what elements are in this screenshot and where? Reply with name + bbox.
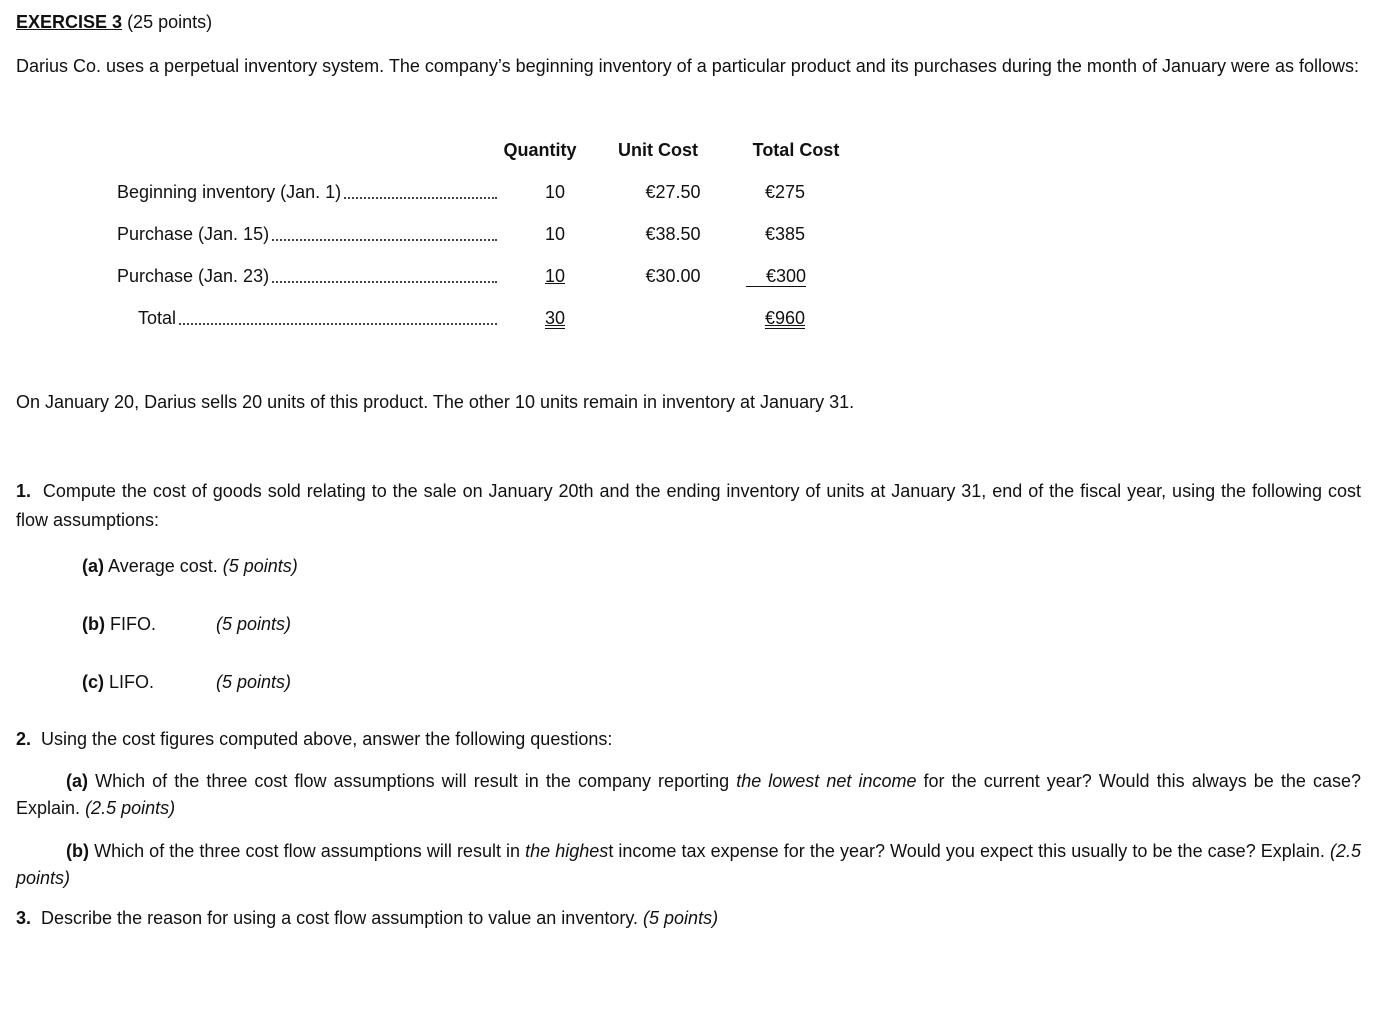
sale-note: On January 20, Darius sells 20 units of this product. The other 10 units remain in inventory at January 31. [16, 392, 855, 412]
question-1-number: 1. [16, 481, 32, 501]
question-1b: (b) FIFO. [82, 614, 156, 634]
question-1c-points: (5 points) [216, 672, 292, 692]
exercise-points: (25 points) [127, 12, 213, 32]
table-cell-unit-cost: €38.50 [645, 224, 701, 244]
question-1c: (c) LIFO. [82, 672, 155, 692]
table-cell-quantity: 10 [544, 224, 566, 244]
question-3: 3. Describe the reason for using a cost flow assumption to value an inventory. (5 points) [16, 908, 719, 928]
table-cell-total-cost: €275 [764, 182, 806, 202]
exercise-heading [16, 12, 212, 33]
table-total-cost: €960 [764, 308, 806, 328]
header-total-cost: Total Cost [752, 140, 840, 160]
table-cell-quantity: 10 [544, 182, 566, 202]
table-row-label: Beginning inventory (Jan. 1) [117, 182, 497, 203]
table-row-label: Purchase (Jan. 23) [117, 266, 497, 287]
intro-text: Darius Co. uses a perpetual inventory system. The company’s beginning inventory of a particular product and its purchases during the month of January were as follows: [16, 56, 1360, 76]
question-1a: (a) Average cost. (5 points) [82, 556, 298, 576]
question-2b: (b) Which of the three cost flow assumptions will result in the highest income tax expense for the year? Would you expect this usually to be the case? Explain. (2.5 points) [16, 841, 1361, 888]
table-total-quantity: 30 [544, 308, 566, 328]
table-cell-unit-cost: €30.00 [645, 266, 701, 286]
question-1b-points: (5 points) [216, 614, 292, 634]
table-total-label: Total [138, 308, 497, 329]
table-cell-unit-cost: €27.50 [645, 182, 701, 202]
table-row-label: Purchase (Jan. 15) [117, 224, 497, 245]
header-unit-cost: Unit Cost [618, 140, 698, 160]
exercise-label: EXERCISE 3 [16, 12, 123, 32]
table-cell-total-cost: €300 [746, 266, 806, 287]
table-cell-total-cost: €385 [764, 224, 806, 244]
question-1 [16, 477, 1361, 535]
question-2: 2. Using the cost figures computed above, answer the following questions: [16, 729, 613, 749]
question-2a: (a) Which of the three cost flow assumptions will result in the company reporting the lowest net income for the current year? Would this always be the case? Explain. (2.5 points) [16, 771, 1361, 818]
header-quantity: Quantity [503, 140, 577, 160]
question-1-text: Compute the cost of goods sold relating to the sale on January 20th and the ending inventory of units at January 31, end of the fiscal year, using the following cost flow assumptions: [16, 481, 1361, 530]
table-cell-quantity: 10 [544, 266, 566, 286]
